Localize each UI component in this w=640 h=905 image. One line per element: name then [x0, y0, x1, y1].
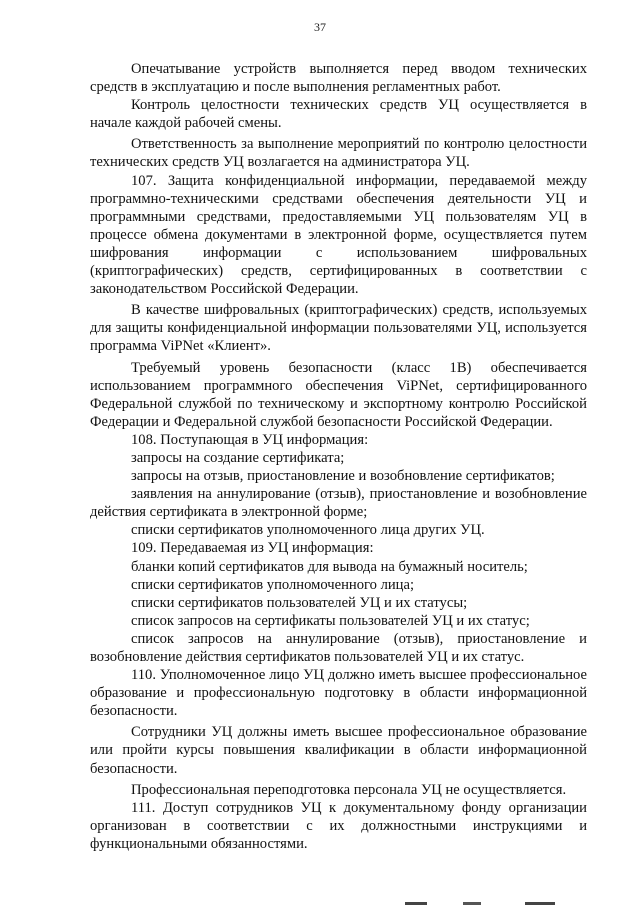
paragraph: Контроль целостности технических средств УЦ осуществляется в начале каждой рабочей смены. [90, 97, 587, 132]
paragraph: 109. Передаваемая из УЦ информация: [131, 540, 374, 557]
list-item: списки сертификатов пользователей УЦ и их статусы; [131, 594, 468, 611]
list-item: список запросов на аннулирование (отзыв), приостановление и возобновление действия сертификатов пользователей УЦ и их статус. [90, 630, 587, 665]
paragraph: Требуемый уровень безопасности (класс 1В) обеспечивается использованием программного обеспечения ViPNet, сертифицированного Федеральной службой по техническому и экспортному контролю Российской Федерации и Федеральной службой безопасности Российской Федерации. [90, 359, 587, 430]
paragraph: Профессиональная переподготовка персонала УЦ не осуществляется. [131, 781, 567, 798]
list-item: список запросов на сертификаты пользователей УЦ и их статус; [131, 612, 530, 629]
list-item: запросы на отзыв, приостановление и возобновление сертификатов; [131, 468, 555, 485]
paragraph: Опечатывание устройств выполняется перед вводом технических средств в эксплуатацию и после выполнения регламентных работ. [90, 61, 587, 96]
paragraph: 110. Уполномоченное лицо УЦ должно иметь высшее профессиональное образование и профессиональную подготовку в области информационной безопасности. [90, 667, 587, 720]
paragraph: 107. Защита конфиденциальной информации, передаваемой между программно-техническими средствами обеспечения деятельности УЦ и программными средствами, предоставляемыми УЦ пользователям УЦ в процессе обмена документами в электронной форме, осуществляется путем шифрования информации с использованием шифровальных (криптографических) средств, сертифицированных в соответствии с законодательством Российской Федерации. [90, 172, 587, 298]
list-item: списки сертификатов уполномоченного лица; [131, 576, 415, 593]
list-item: запросы на создание сертификата; [131, 449, 345, 466]
paragraph: 108. Поступающая в УЦ информация: [131, 431, 369, 448]
list-item: бланки копий сертификатов для вывода на бумажный носитель; [131, 558, 528, 575]
paragraph: 111. Доступ сотрудников УЦ к документальному фонду организации организован в соответствии с их должностными инструкциями и функциональными обязанностями. [90, 799, 587, 852]
page-number: 37 [314, 20, 326, 34]
list-item: списки сертификатов уполномоченного лица других УЦ. [131, 522, 485, 539]
body-text [90, 60, 587, 853]
list-item: заявления на аннулирование (отзыв), приостановление и возобновление действия сертификата в электронной форме; [90, 486, 587, 521]
scan-edge-marks [405, 898, 555, 905]
paragraph: В качестве шифровальных (криптографических) средств, используемых для защиты конфиденциальной информации пользователями УЦ, используется программа ViPNet «Клиент». [90, 302, 587, 355]
paragraph: Ответственность за выполнение мероприятий по контролю целостности технических средств УЦ возлагается на администратора УЦ. [90, 136, 587, 171]
paragraph: Сотрудники УЦ должны иметь высшее профессиональное образование или пройти курсы повышения квалификации в области информационной безопасности. [90, 724, 587, 777]
